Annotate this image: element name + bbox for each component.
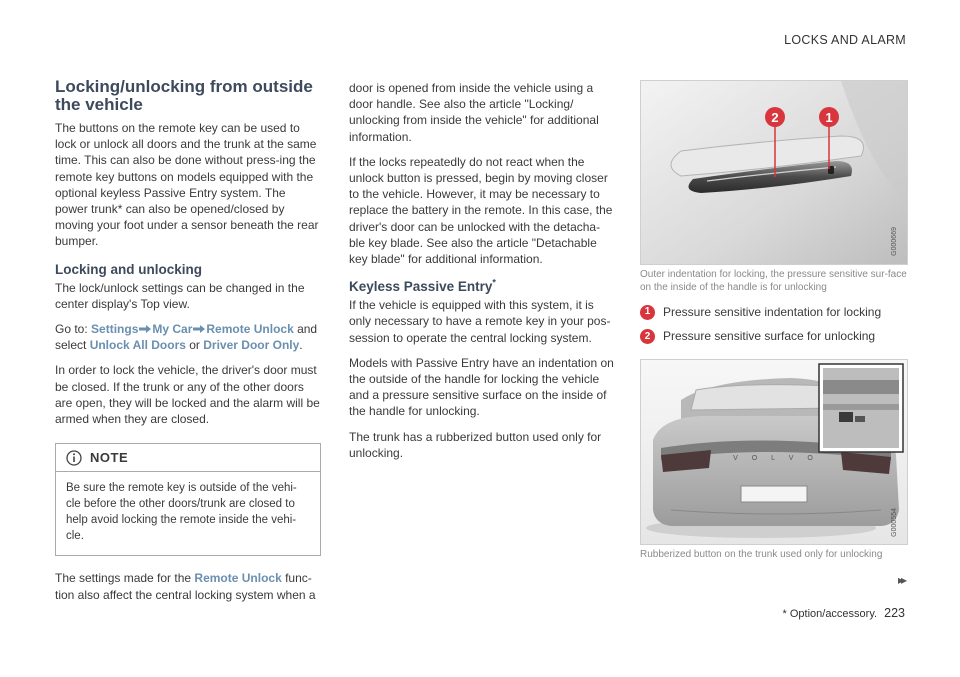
- paragraph: In order to lock the vehicle, the driver's door must be closed. If the trunk or any of the other doors are open, they will be locked and the alarm will be armed when they are closed.: [55, 363, 320, 427]
- menu-remote-unlock: Remote Unlock: [206, 322, 294, 337]
- paragraph: The lock/unlock settings can be changed in the center display's Top view.: [55, 280, 305, 311]
- column-3: [640, 80, 908, 562]
- footer: [783, 606, 905, 620]
- figure-caption: Rubberized button on the trunk used only for unlocking: [640, 549, 883, 561]
- section-title: LOCKS AND ALARM: [784, 33, 906, 47]
- next-page-arrows-icon: ▸▸: [897, 573, 904, 587]
- menu-settings: Settings: [91, 322, 139, 337]
- badge-number: 1: [640, 305, 655, 320]
- note-label: NOTE: [90, 450, 129, 466]
- text-period: .: [299, 338, 303, 353]
- arrow-right-icon: [192, 324, 206, 334]
- goto-prefix: Go to:: [55, 322, 92, 337]
- note-text: Be sure the remote key is outside of the vehi-cle before the other doors/trunk are closed to help avoid locking the remote inside the vehi-cle.: [66, 482, 297, 543]
- text-and-select: and select: [55, 322, 318, 353]
- text-span: func-tion also affect the central locking system when a: [55, 571, 316, 602]
- paragraph: The buttons on the remote key can be used to lock or unlock all doors and the trunk at the same time. This can also be done without press-ing the remote key buttons on models equipped with the optional keyless Passive Entry system. The power trunk* can also be opened/closed by moving your foot under a sensor beneath the rear bumper.: [55, 121, 319, 249]
- door-handle-illustration: [641, 81, 907, 264]
- paragraph: [55, 570, 321, 602]
- badge-number: 2: [640, 329, 655, 344]
- arrow-right-icon: [138, 324, 152, 334]
- column-1: [55, 78, 321, 612]
- paragraph: door is opened from inside the vehicle using a door handle. See also the article "Locking/ unlocking from inside the vehicle" for additional information.: [349, 81, 599, 144]
- text-span: The settings made for the: [55, 571, 195, 586]
- text-or: or: [185, 338, 204, 353]
- trunk-figure: [640, 359, 908, 545]
- menu-path: [55, 321, 321, 353]
- door-handle-figure: [640, 80, 908, 265]
- note-header: [56, 444, 320, 472]
- paragraph: Models with Passive Entry have an indentation on the outside of the handle for locking the vehicle and a pressure sensitive surface on the inside of the handle for unlocking.: [349, 355, 614, 419]
- svg-text:V O L V O: V O L V O: [733, 455, 819, 463]
- footnote-text: * Option/accessory.: [782, 608, 878, 620]
- legend-text: Pressure sensitive indentation for locking: [663, 305, 882, 319]
- legend-text: Pressure sensitive surface for unlocking: [663, 329, 876, 344]
- menu-remote-unlock-inline: Remote Unlock: [194, 571, 282, 586]
- trunk-illustration: [641, 360, 907, 544]
- info-icon: [66, 450, 82, 466]
- figure-code: G000554: [890, 507, 898, 537]
- page-number: 223: [884, 606, 905, 620]
- paragraph: The trunk has a rubberized button used only for unlocking.: [349, 429, 602, 460]
- subheading-keyless: [349, 279, 615, 295]
- menu-driver-door-only: Driver Door Only: [203, 338, 300, 353]
- main-heading: Locking/unlocking from outside the vehicle: [55, 77, 313, 114]
- legend-item: [640, 304, 908, 320]
- paragraph: If the locks repeatedly do not react when the unlock button is pressed, begin by moving closer to the vehicle. However, it may be necessary to replace the battery in the remote. In this case, the driver's door can be unlocked with the detacha-ble key blade. See also the article "Detachable key blade" for additional information.: [349, 154, 613, 267]
- paragraph: If the vehicle is equipped with this system, it is only necessary to have a remote key in your pos-session to operate the central locking system.: [349, 298, 611, 345]
- subheading-text: Keyless Passive Entry: [349, 279, 493, 295]
- column-2: [349, 80, 615, 470]
- figure-caption: Outer indentation for locking, the pressure sensitive sur-face on the inside of the handle is for unlocking: [640, 269, 907, 293]
- menu-unlock-all-doors: Unlock All Doors: [89, 338, 186, 353]
- callout-2: 2: [771, 110, 779, 125]
- figure-code: G000669: [890, 227, 898, 256]
- option-star: *: [492, 277, 496, 288]
- subheading-locking: Locking and unlocking: [55, 261, 203, 277]
- menu-my-car: My Car: [152, 322, 193, 337]
- callout-1: 1: [825, 110, 833, 125]
- legend-item: [640, 328, 908, 344]
- note-box: [55, 443, 321, 556]
